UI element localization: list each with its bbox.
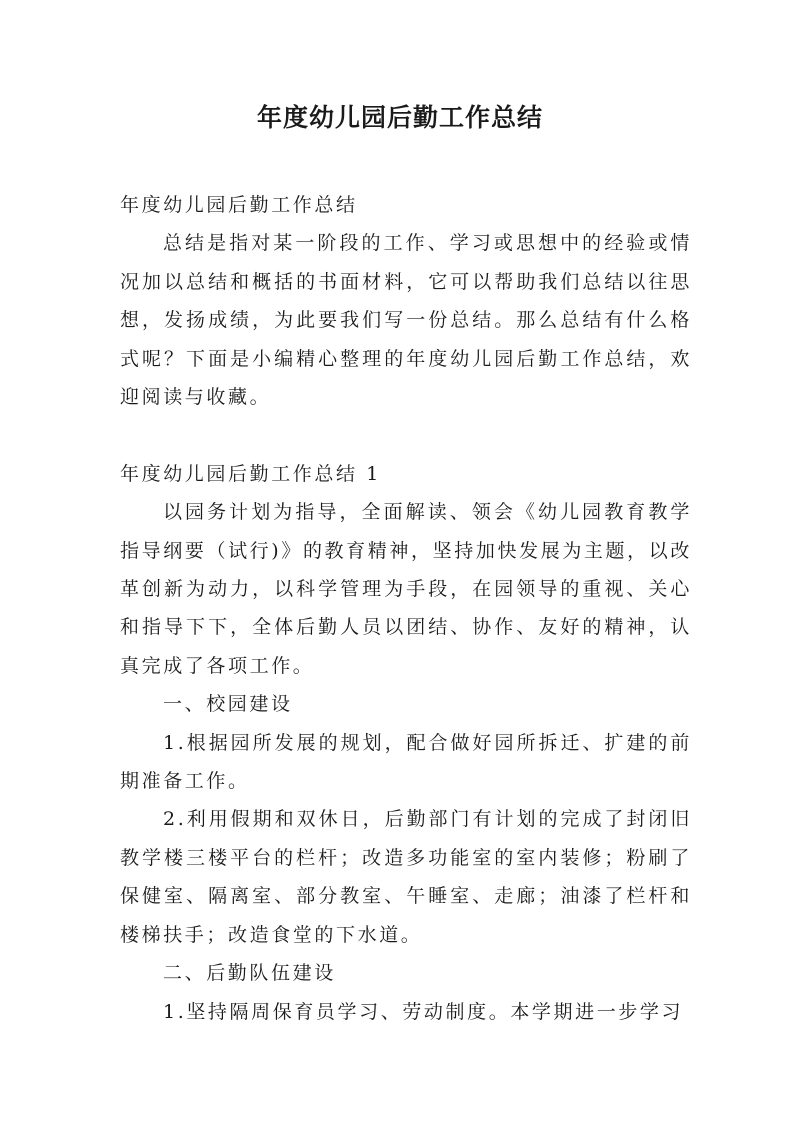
- section-heading: 年度幼儿园后勤工作总结 1: [120, 462, 381, 485]
- document-title: 年度幼儿园后勤工作总结: [256, 103, 543, 132]
- part1-title: 一、校园建设: [163, 693, 293, 716]
- part2-title: 二、后勤队伍建设: [163, 962, 336, 985]
- part2-item1: 1.坚持隔周保育员学习、劳动制度。本学期进一步学习: [163, 1000, 684, 1023]
- document-heading: 年度幼儿园后勤工作总结: [120, 194, 358, 216]
- document-body: [120, 186, 692, 1031]
- part1-item2: 2.利用假期和双休日，后勤部门有计划的完成了封闭旧教学楼三楼平台的栏杆；改造多功能室的室内装修；粉刷了保健室、隔离室、部分教室、午睡室、走廊；油漆了栏杆和楼梯扶手；改造食堂的下水道。: [120, 808, 692, 946]
- intro-paragraph: 总结是指对某一阶段的工作、学习或思想中的经验或情况加以总结和概括的书面材料，它可以帮助我们总结以往思想，发扬成绩，为此要我们写一份总结。那么总结有什么格式呢？下面是小编精心整理的年度幼儿园后勤工作总结，欢迎阅读与收藏。: [120, 232, 692, 409]
- section-intro-paragraph: 以园务计划为指导，全面解读、领会《幼儿园教育教学指导纲要（试行)》的教育精神，坚持加快发展为主题，以改革创新为动力，以科学管理为手段，在园领导的重视、关心和指导下下，全体后勤人员以团结、协作、友好的精神，认真完成了各项工作。: [120, 501, 692, 677]
- paragraph-gap: [120, 416, 692, 454]
- part1-item1: 1.根据园所发展的规划，配合做好园所拆迁、扩建的前期准备工作。: [120, 731, 692, 793]
